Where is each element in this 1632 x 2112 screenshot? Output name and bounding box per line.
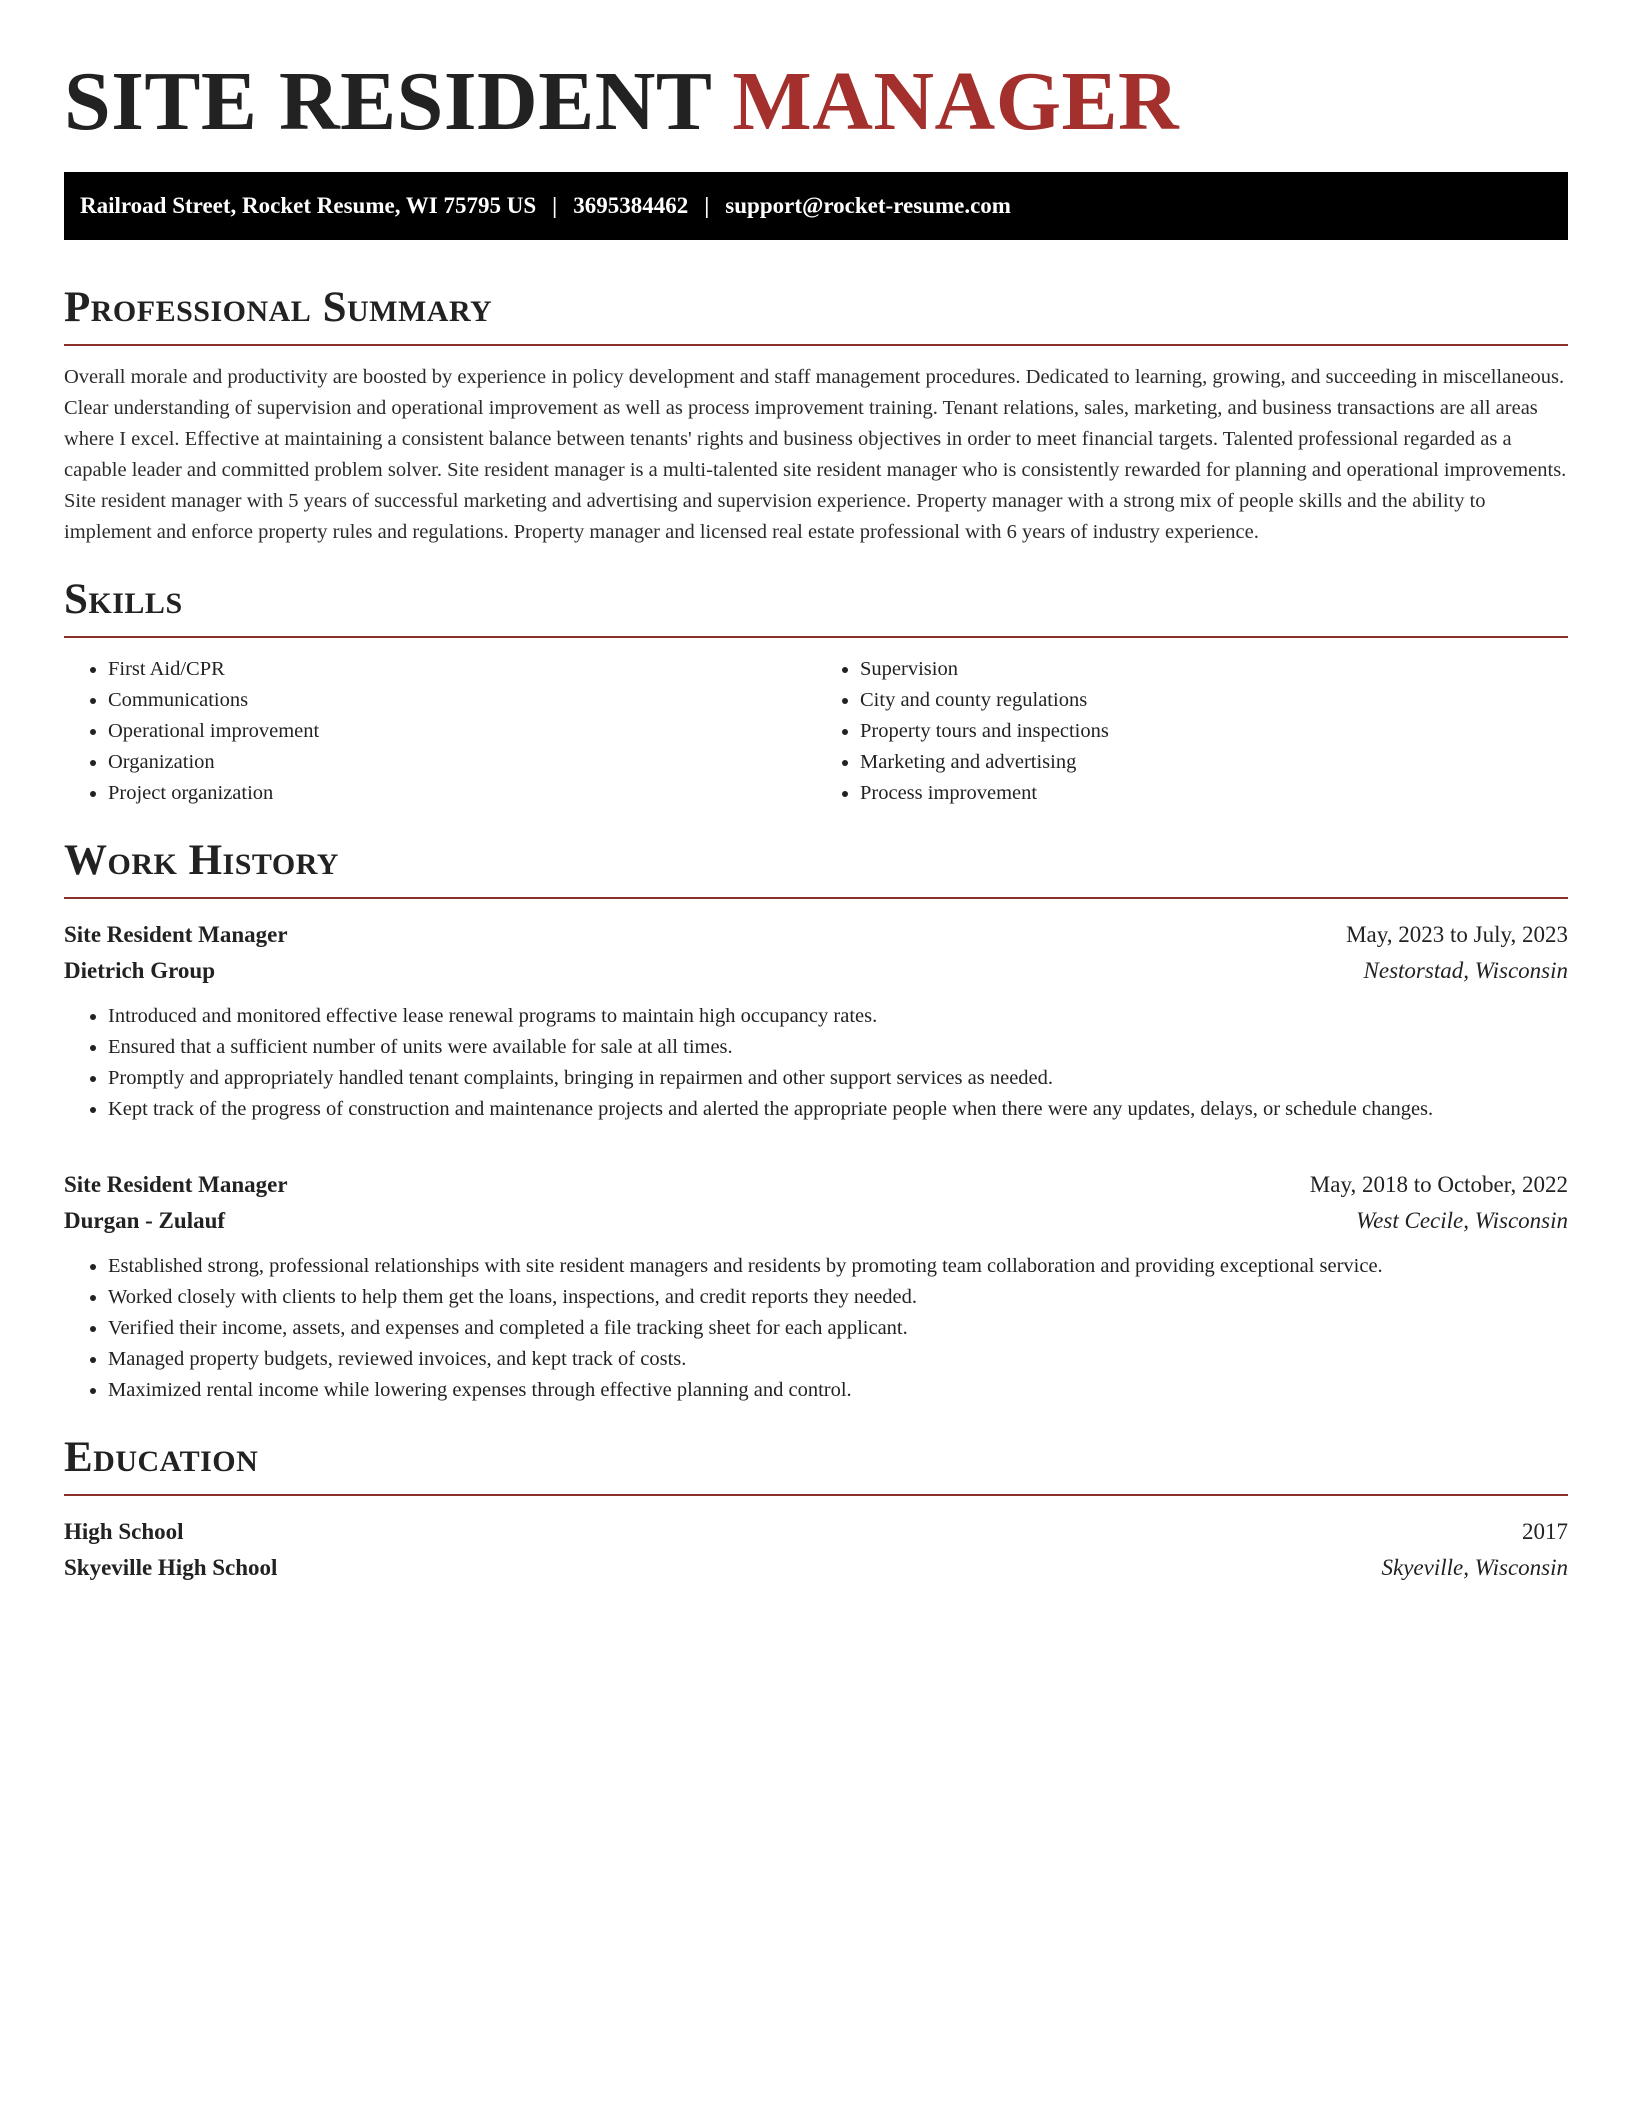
skill-item: • City and county regulations: [860, 685, 1568, 716]
job-company: Durgan - Zulauf: [64, 1208, 226, 1233]
education-header-row: [64, 1514, 1568, 1550]
section-title-education: Education: [64, 1434, 1568, 1496]
name-accent-part: MANAGER: [732, 55, 1180, 148]
job-header-row: [64, 1167, 1568, 1203]
job-company-row: [64, 953, 1568, 989]
job-title: Site Resident Manager: [64, 922, 288, 947]
contact-bar: [64, 172, 1568, 240]
job-bullet: • Ensured that a sufficient number of units were available for sale at all times.: [108, 1032, 1568, 1063]
contact-separator: |: [704, 193, 710, 218]
resume-name: [64, 52, 1568, 152]
job-bullets: [64, 1251, 1568, 1406]
job-entry: [64, 1167, 1568, 1406]
summary-text: Overall morale and productivity are boosted by experience in policy development and staff management procedures. Dedicated to learning, growing, and succeeding in miscellaneous. Clear understanding of supervision and operational improvement as well as process improvement training. Tenant relations, sales, marketing, and business transactions are all areas where I excel. Effective at maintaining a consistent balance between tenants' rights and business objectives in order to meet financial targets. Talented professional regarded as a capable leader and committed problem solver. Site resident manager is a multi-talented site resident manager who is consistently rewarded for planning and operational improvements. Site resident manager with 5 years of successful marketing and advertising and supervision experience. Property manager with a strong mix of people skills and the ability to implement and enforce property rules and regulations. Property manager and licensed real estate professional with 6 years of industry experience.: [64, 366, 1567, 543]
job-bullet: • Introduced and monitored effective lease renewal programs to maintain high occupancy rates.: [108, 1001, 1568, 1032]
education-year: 2017: [1522, 1519, 1568, 1544]
job-bullet: • Maximized rental income while lowering expenses through effective planning and control.: [108, 1375, 1568, 1406]
job-bullet: • Managed property budgets, reviewed invoices, and kept track of costs.: [108, 1344, 1568, 1375]
section-title-work-history: Work History: [64, 837, 1568, 899]
contact-separator: |: [552, 193, 558, 218]
job-dates: May, 2018 to October, 2022: [1309, 1172, 1568, 1197]
education-entry: [64, 1514, 1568, 1586]
job-bullet: • Verified their income, assets, and expenses and completed a file tracking sheet for each applicant.: [108, 1313, 1568, 1344]
skill-item: • Marketing and advertising: [860, 747, 1568, 778]
job-bullet: • Kept track of the progress of construction and maintenance projects and alerted the appropriate people when there were any updates, delays, or schedule changes.: [108, 1094, 1568, 1125]
skill-item: • Process improvement: [860, 778, 1568, 809]
job-company-row: [64, 1203, 1568, 1239]
skills-list-left: [64, 654, 816, 809]
skill-item: • Communications: [108, 685, 816, 716]
contact-phone: 3695384462: [573, 193, 689, 218]
education-section: [64, 1434, 1568, 1586]
work-history-section: [64, 837, 1568, 1406]
job-dates: May, 2023 to July, 2023: [1346, 922, 1568, 947]
job-bullets: [64, 1001, 1568, 1125]
job-company: Dietrich Group: [64, 958, 215, 983]
job-title: Site Resident Manager: [64, 1172, 288, 1197]
skills-grid: [64, 654, 1568, 809]
section-title-skills: Skills: [64, 576, 1568, 638]
job-location: West Cecile, Wisconsin: [1356, 1208, 1568, 1233]
skills-list-right: [816, 654, 1568, 809]
job-header-row: [64, 917, 1568, 953]
job-bullet: • Established strong, professional relationships with site resident managers and residents by promoting team collaboration and providing exceptional service.: [108, 1251, 1568, 1282]
skill-item: • First Aid/CPR: [108, 654, 816, 685]
section-title-summary: Professional Summary: [64, 284, 1568, 346]
skill-item: • Property tours and inspections: [860, 716, 1568, 747]
skill-item: • Organization: [108, 747, 816, 778]
education-school: Skyeville High School: [64, 1555, 278, 1580]
contact-email: support@rocket-resume.com: [725, 193, 1011, 218]
job-entry: [64, 917, 1568, 1125]
job-location: Nestorstad, Wisconsin: [1363, 958, 1568, 983]
summary-section: [64, 284, 1568, 548]
skills-section: [64, 576, 1568, 809]
education-degree: High School: [64, 1519, 184, 1544]
name-first-part: SITE RESIDENT: [64, 55, 711, 148]
education-school-row: [64, 1550, 1568, 1586]
contact-address: Railroad Street, Rocket Resume, WI 75795 US: [80, 193, 537, 218]
skill-item: • Supervision: [860, 654, 1568, 685]
job-bullet: • Promptly and appropriately handled tenant complaints, bringing in repairmen and other support services as needed.: [108, 1063, 1568, 1094]
skill-item: • Operational improvement: [108, 716, 816, 747]
education-location: Skyeville, Wisconsin: [1381, 1555, 1568, 1580]
skill-item: • Project organization: [108, 778, 816, 809]
job-bullet: • Worked closely with clients to help them get the loans, inspections, and credit reports they needed.: [108, 1282, 1568, 1313]
